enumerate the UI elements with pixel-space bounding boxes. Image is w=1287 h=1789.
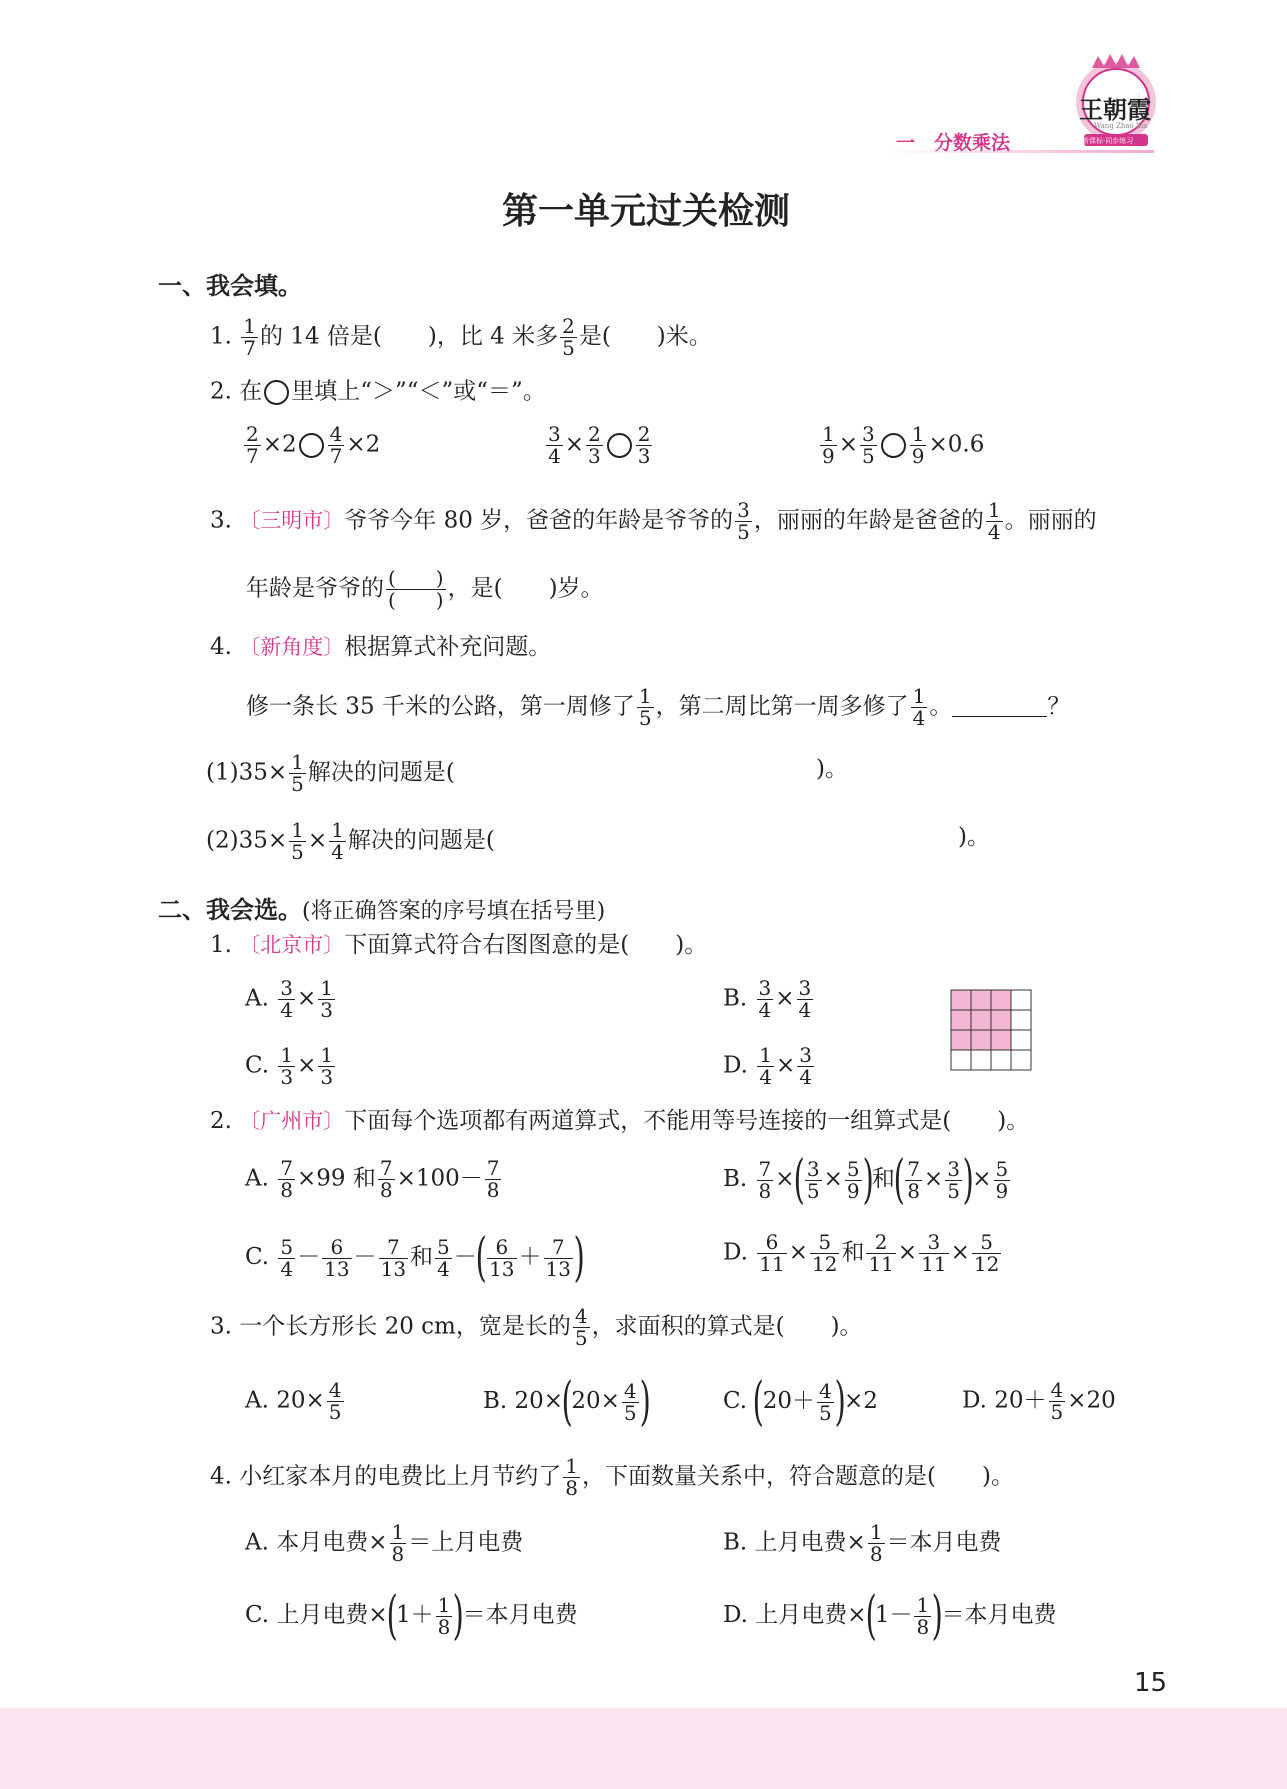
compare-item-1 (242, 424, 380, 467)
fraction-grid-figure (950, 988, 1032, 1072)
numerator: 3 (799, 1043, 812, 1067)
operator: × (838, 431, 859, 458)
compare-circle-icon (264, 380, 289, 405)
section1-heading: 一、我会填。 (158, 272, 302, 300)
fraction (244, 424, 261, 467)
q-text: ×99 和 (296, 1165, 376, 1192)
option-label: D. (723, 1239, 748, 1266)
source-tag: 〔广州市〕 (239, 1109, 345, 1133)
section2-heading (158, 890, 605, 925)
numerator: 2 (246, 422, 259, 446)
fraction: $\frac{6}{13}$ (489, 1234, 515, 1281)
option-label: D. (962, 1387, 987, 1414)
q-text: 上月电费× (754, 1529, 866, 1556)
option-label: B. (723, 1166, 748, 1192)
denominator: 9 (822, 444, 835, 468)
fraction: $\frac{5}{12}$ (811, 1230, 838, 1276)
banner-caption: 新课标·同步练习 (1082, 137, 1134, 145)
numerator: 2 (637, 422, 651, 446)
answer-circle[interactable] (299, 433, 324, 458)
option-d[interactable]: D. $\frac{6}{11}$ × $\frac{5}{12}$ 和 $\frac{2}{11}$ × $\frac{3}{11}$ × $\frac{5}{12}$ (723, 1230, 1000, 1276)
s1-question-4 (210, 636, 551, 659)
fraction: $\frac{4}{5}$ (328, 1378, 342, 1424)
fraction: $\frac{7}{8}$ (280, 1156, 293, 1202)
option-label: C. (723, 1388, 748, 1414)
denominator: 4 (548, 444, 561, 468)
q-text: 1＋ (395, 1602, 434, 1628)
s1-question-4-line2 (246, 686, 1070, 729)
grid-cell (1011, 1030, 1031, 1050)
q-text: 小红家本月的电费比上月节约了 (239, 1463, 562, 1490)
fraction (563, 1456, 580, 1499)
option-c[interactable]: C. (20＋ $\frac{4}{5}$ )×2 (723, 1372, 878, 1432)
q-text: 的 14 倍是( )，比 4 米多 (260, 323, 559, 350)
option-b[interactable] (723, 1522, 1002, 1565)
grid-cell-shaded (951, 1010, 971, 1030)
footer-band (0, 1708, 1287, 1789)
q-text: 1－ (874, 1602, 913, 1628)
fraction (278, 1045, 295, 1088)
answer-paren-end[interactable]: )。 (816, 756, 848, 782)
option-label: C. (245, 1052, 270, 1079)
fraction: $\frac{6}{11}$ (759, 1230, 785, 1276)
fraction (797, 1045, 814, 1088)
numerator: 1 (320, 976, 333, 1000)
fraction: $\frac{6}{13}$ (324, 1234, 350, 1281)
fraction: $\frac{5}{9}$ (995, 1156, 1009, 1203)
option-label: A. (245, 1165, 269, 1192)
logo-text: 王朝霞 (1079, 95, 1151, 124)
fraction: $\frac{3}{5}$ (806, 1156, 820, 1203)
numerator: 1 (243, 314, 256, 338)
option-b[interactable]: B. $\frac{3}{4}$ × $\frac{3}{4}$ (723, 976, 812, 1022)
fraction (820, 424, 837, 467)
numerator: 1 (638, 684, 652, 708)
numerator: 1 (291, 818, 304, 842)
answer-paren-end[interactable]: )。 (958, 824, 990, 850)
fraction: $\frac{5}{12}$ (973, 1230, 1000, 1276)
fraction (318, 1045, 335, 1088)
fraction: $\frac{7}{8}$ (907, 1156, 920, 1203)
q-text: ，丽丽的年龄是爸爸的 (753, 507, 984, 534)
denominator: 5 (574, 1326, 588, 1350)
fraction: $\frac{7}{8}$ (379, 1156, 393, 1202)
option-d[interactable]: D. 上月电费×(1－ $\frac{1}{8}$ )＝本月电费 (723, 1586, 1057, 1646)
denominator: 5 (291, 772, 304, 796)
denominator: 3 (637, 444, 651, 468)
denominator: 4 (987, 520, 1001, 544)
page-title: 第一单元过关检测 (502, 191, 791, 232)
grid-cell (1011, 1010, 1031, 1030)
section-note: (将正确答案的序号填在括号里) (302, 899, 606, 924)
grid-cell-shaded (971, 1030, 991, 1050)
numerator: 1 (911, 422, 925, 446)
fraction: $\frac{3}{5}$ (947, 1156, 960, 1203)
numerator: 4 (329, 422, 343, 446)
numerator: 1 (280, 1043, 294, 1067)
fraction: $\frac{1}{8}$ (437, 1592, 451, 1639)
option-label: A. (245, 1387, 269, 1414)
q-text: 是( )米。 (578, 323, 712, 350)
fraction (910, 424, 927, 467)
q-text: 。丽丽的 (1004, 507, 1097, 534)
operator: ×2 (346, 431, 381, 458)
operator: × (307, 827, 328, 854)
denominator: 9 (911, 444, 925, 468)
numerator: 1 (912, 684, 926, 708)
fraction (911, 686, 928, 729)
numerator: 1 (759, 1043, 772, 1067)
s1-question-4-sub2 (206, 820, 495, 863)
fraction: $\frac{5}{4}$ (280, 1234, 294, 1281)
grid-cell-shaded (951, 990, 971, 1010)
grid-cell-shaded (971, 1010, 991, 1030)
option-label: C. (245, 1244, 270, 1270)
q-text: ＝本月电费 (941, 1602, 1057, 1628)
option-b[interactable]: B. 20×(20× $\frac{4}{5}$ ) (483, 1372, 651, 1432)
s2-question-4 (210, 1456, 1014, 1499)
grid-cell-shaded (991, 1010, 1011, 1030)
fraction (289, 820, 306, 863)
q-text: 20＋ (762, 1388, 815, 1414)
numerator: 3 (798, 976, 812, 1000)
s1-question-3 (210, 500, 1097, 543)
numerator: 1 (987, 498, 1001, 522)
fraction: $\frac{4}{5}$ (1050, 1378, 1064, 1424)
denominator: 7 (329, 444, 343, 468)
fraction: $\frac{2}{11}$ (868, 1230, 894, 1276)
s2-question-3 (210, 1306, 863, 1349)
fraction: $\frac{3}{11}$ (921, 1230, 947, 1276)
q-text: ×100－ (396, 1165, 483, 1192)
option-c[interactable]: C. $\frac{1}{3}$ × $\frac{1}{3}$ (245, 1043, 334, 1089)
answer-circle[interactable] (881, 433, 906, 458)
option-a[interactable]: A. $\frac{3}{4}$ × $\frac{1}{3}$ (245, 976, 333, 1022)
q-text: 解决的问题是( (347, 827, 495, 854)
numerator: 3 (862, 422, 875, 446)
q-text: 本月电费× (276, 1529, 388, 1556)
grid-cell-shaded (991, 1030, 1011, 1050)
q-text: 下面算式符合右图图意的是( )。 (344, 932, 708, 958)
q-number: 3. (210, 507, 232, 534)
fraction: $\frac{7}{13}$ (380, 1234, 407, 1281)
numerator: 4 (574, 1304, 588, 1328)
numerator: 3 (548, 422, 561, 446)
option-label: D. (723, 1052, 748, 1079)
grid-cell (1011, 990, 1031, 1010)
denominator: 7 (243, 336, 256, 360)
q-text: 20× (514, 1388, 564, 1414)
fraction: $\frac{5}{4}$ (437, 1234, 450, 1281)
option-label: D. (723, 1602, 748, 1628)
fraction (860, 424, 877, 467)
q-number: 3. (210, 1313, 232, 1340)
fraction (573, 1306, 590, 1349)
q-text: 年龄是爷爷的 (246, 575, 384, 602)
option-c[interactable]: C. $\frac{5}{4}$ － $\frac{6}{13}$ － $\frac{7}{13}$ 和 $\frac{5}{4}$ －( $\frac{6}{13}$ ＋ $\frac{7}{13}$ ) (245, 1228, 585, 1288)
grid-cell (951, 1050, 971, 1070)
fraction (757, 1045, 774, 1088)
q-text: ×2 (844, 1388, 878, 1414)
q-text: 一个长方形长 20 cm，宽是长的 (239, 1313, 571, 1340)
q-text: 和 (841, 1239, 865, 1266)
numerator: 2 (588, 422, 601, 446)
q-text: 爷爷今年 80 岁，爸爸的年龄是爷爷的 (344, 507, 734, 534)
operator: × (564, 431, 585, 458)
numerator: 1 (331, 818, 344, 842)
grid-cell-shaded (971, 990, 991, 1010)
numerator-blank: ( ) (388, 566, 444, 590)
q-text: ？ (1047, 693, 1071, 720)
q-text: 和 (410, 1244, 434, 1270)
compare-item-3 (818, 424, 984, 467)
numerator: 1 (822, 422, 835, 446)
option-c[interactable]: C. 上月电费×(1＋ $\frac{1}{8}$ )＝本月电费 (245, 1586, 578, 1646)
q-text: 解决的问题是( (307, 759, 455, 786)
grid-cell (971, 1050, 991, 1070)
q-text: ，下面数量关系中，符合题意的是( )。 (582, 1463, 1014, 1490)
denominator: 3 (280, 1065, 294, 1089)
fraction (757, 978, 774, 1021)
q-text: 里填上“＞”“＜”或“＝”。 (291, 378, 546, 405)
q-text: ，是( )岁。 (447, 575, 604, 602)
q-number: 1. (210, 323, 232, 350)
source-tag: 〔新角度〕 (239, 635, 345, 659)
option-label: B. (723, 985, 748, 1012)
q-text: ，第二周比第一周多修了 (655, 693, 909, 720)
denominator: 5 (737, 520, 750, 544)
fraction: $\frac{7}{8}$ (758, 1156, 772, 1203)
fraction: $\frac{7}{13}$ (545, 1234, 571, 1281)
fraction (278, 978, 295, 1021)
denominator: 5 (638, 706, 652, 730)
fraction: $\frac{7}{8}$ (486, 1156, 500, 1202)
question-blank[interactable] (952, 698, 1047, 717)
grid-cell (1011, 1050, 1031, 1070)
fraction (318, 978, 335, 1021)
q-text: ＝本月电费 (462, 1602, 578, 1628)
denominator: 4 (280, 998, 293, 1022)
q-text: 根据算式补充问题。 (344, 634, 552, 660)
page-number: 15 (1134, 1668, 1168, 1698)
operator: ×0.6 (928, 431, 985, 458)
grid-cell-shaded (951, 1030, 971, 1050)
source-tag: 〔三明市〕 (239, 508, 345, 533)
q-text: ＝本月电费 (886, 1529, 1002, 1556)
numerator: 2 (562, 314, 575, 338)
fraction (636, 424, 653, 467)
numerator: 3 (280, 976, 293, 1000)
option-label: C. (245, 1602, 270, 1628)
fraction: $\frac{4}{5}$ (623, 1378, 637, 1425)
q-text: ＝上月电费 (408, 1529, 524, 1556)
logo-subtitle: Wang Zhao Xia (1094, 122, 1148, 130)
q-text: (2)35× (206, 827, 288, 854)
compare-item-2 (544, 424, 654, 467)
fraction (546, 424, 563, 467)
denominator: 5 (291, 840, 304, 864)
option-label: A. (245, 985, 269, 1012)
denominator: 5 (562, 336, 575, 360)
q-number: 1. (210, 932, 232, 958)
option-label: B. (483, 1388, 508, 1414)
option-b[interactable]: B. $\frac{7}{8}$ ×( $\frac{3}{5}$ × $\frac{5}{9}$ )和( $\frac{7}{8}$ × $\frac{3}{5}$ )× $\frac{5}{9}$ (723, 1150, 1009, 1210)
q-text: 下面每个选项都有两道算式，不能用等号连接的一组算式是( )。 (344, 1108, 1030, 1134)
denominator: 3 (320, 1065, 334, 1089)
fraction: $\frac{5}{9}$ (846, 1156, 860, 1203)
s1-question-2 (210, 380, 546, 405)
fraction (328, 424, 345, 467)
option-a[interactable] (245, 1158, 503, 1201)
option-d[interactable]: D. $\frac{1}{4}$ × $\frac{3}{4}$ (723, 1043, 812, 1089)
denominator: 3 (320, 998, 333, 1022)
q-text: ，求面积的算式是( )。 (591, 1313, 863, 1340)
fraction: $\frac{1}{8}$ (391, 1520, 405, 1566)
option-a[interactable] (245, 1380, 346, 1423)
q-text: 20× (571, 1388, 620, 1414)
s2-question-2 (210, 1110, 1029, 1133)
numerator: 1 (565, 1454, 578, 1478)
denominator: 4 (758, 998, 772, 1022)
numerator: 1 (291, 750, 304, 774)
q-text: 上月电费× (755, 1602, 867, 1628)
fraction (586, 424, 603, 467)
s1-question-3-line2 (246, 568, 604, 611)
operator: ×2 (262, 431, 297, 458)
q-text: 20＋ (994, 1387, 1047, 1414)
answer-circle[interactable] (607, 433, 632, 458)
option-d[interactable] (962, 1380, 1116, 1423)
fraction (329, 820, 346, 863)
option-label: B. (723, 1529, 748, 1556)
numerator: 1 (320, 1043, 334, 1067)
q-number: 4. (210, 634, 232, 660)
q-text: 和 (871, 1166, 895, 1192)
grid-cell-shaded (991, 990, 1011, 1010)
source-tag: 〔北京市〕 (239, 933, 345, 957)
grid-cell (991, 1050, 1011, 1070)
q-text: 修一条长 35 千米的公路，第一周修了 (246, 693, 635, 720)
s2-question-1 (210, 934, 707, 957)
q-text: 。 (929, 693, 953, 720)
option-a[interactable] (245, 1522, 523, 1565)
fraction (735, 500, 752, 543)
section-title: 二、我会选。 (158, 896, 302, 924)
fraction: $\frac{1}{8}$ (869, 1520, 883, 1566)
denominator: 3 (588, 444, 601, 468)
denominator: 4 (912, 706, 926, 730)
q-text: 20× (276, 1387, 325, 1414)
q-number: 2. (210, 1108, 232, 1134)
q-number: 4. (210, 1463, 232, 1490)
fraction (241, 316, 258, 359)
denominator: 8 (565, 1476, 578, 1500)
q-text: 在 (239, 378, 263, 405)
denominator: 4 (799, 1065, 812, 1089)
denominator: 4 (798, 998, 812, 1022)
s1-question-1 (210, 316, 712, 359)
q-number: 2. (210, 378, 232, 405)
denominator: 4 (331, 840, 344, 864)
fraction: $\frac{1}{8}$ (916, 1592, 930, 1639)
s1-question-4-sub1 (206, 752, 455, 795)
fraction (637, 686, 654, 729)
option-label: A. (245, 1529, 269, 1556)
denominator: 5 (862, 444, 875, 468)
q-text: (1)35× (206, 759, 288, 786)
fraction (797, 978, 814, 1021)
numerator: 3 (758, 976, 772, 1000)
fraction (986, 500, 1003, 543)
fraction: $\frac{4}{5}$ (818, 1378, 832, 1425)
numerator: 3 (737, 498, 750, 522)
q-text: 上月电费× (276, 1602, 388, 1628)
answer-fraction[interactable] (386, 568, 446, 611)
fraction (560, 316, 577, 359)
chapter-label: 一 分数乘法 (896, 132, 1011, 154)
denominator-blank: ( ) (388, 588, 444, 612)
fraction (289, 752, 306, 795)
denominator: 4 (759, 1065, 772, 1089)
q-text: ×20 (1067, 1387, 1116, 1414)
denominator: 7 (246, 444, 259, 468)
